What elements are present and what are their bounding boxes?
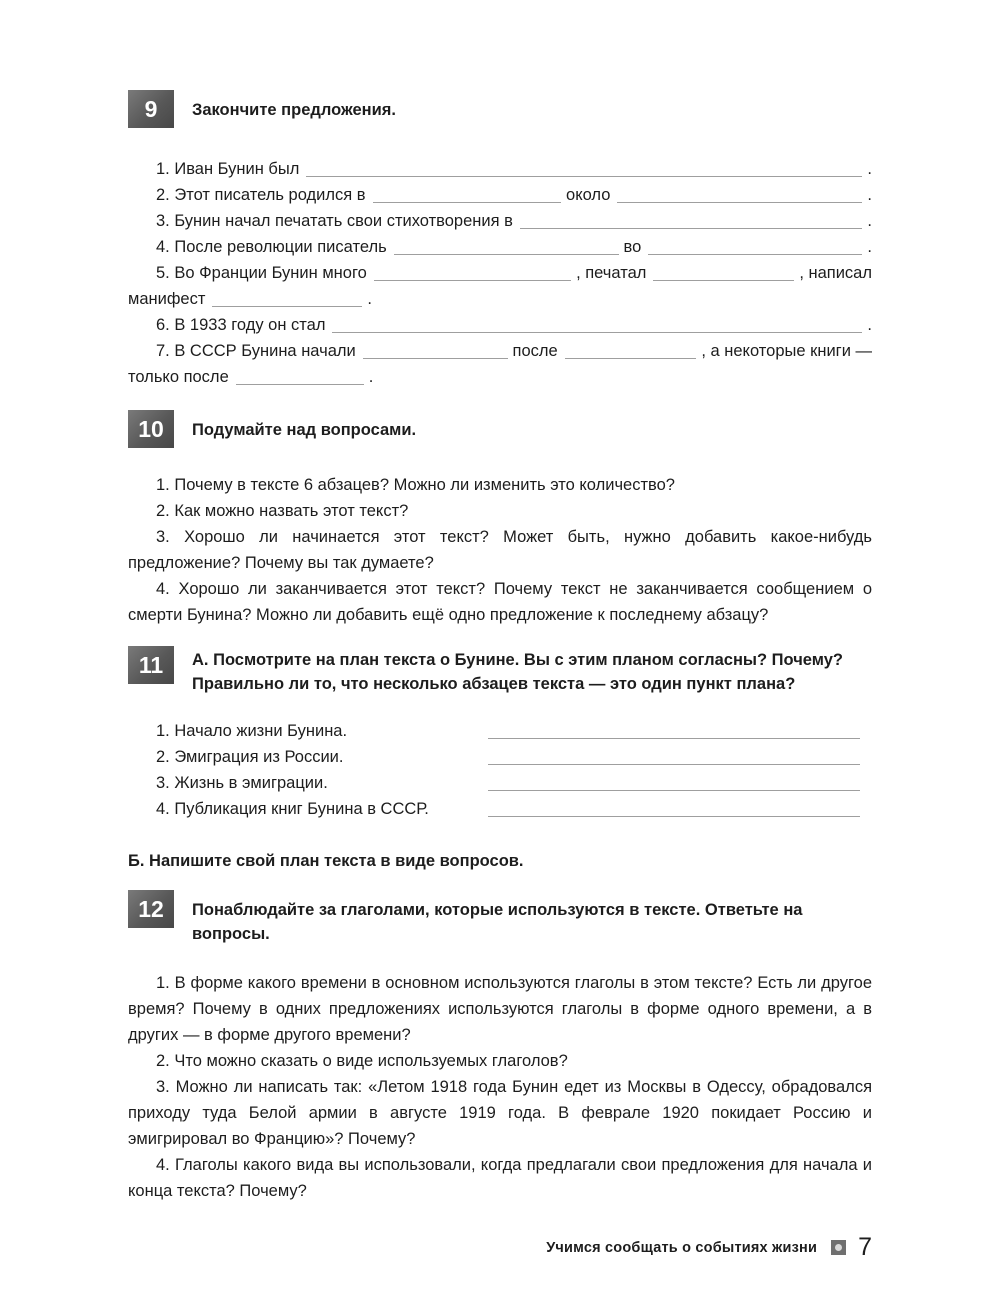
exercise-12-questions xyxy=(128,970,872,1204)
blank-line xyxy=(306,176,862,177)
fill-sentence-5-line-2 xyxy=(128,286,872,312)
blank-line xyxy=(653,280,794,281)
blank-line xyxy=(394,254,619,255)
blank-line xyxy=(648,254,862,255)
sentence-text: , печатал xyxy=(576,264,647,282)
blank-line xyxy=(373,202,561,203)
sentence-text: во xyxy=(623,238,642,256)
exercise-10-title: Подумайте над вопросами. xyxy=(192,421,417,439)
exercise-10-header xyxy=(128,410,872,448)
sentence-text: . xyxy=(867,238,872,256)
plan-answer-line xyxy=(488,790,860,791)
fill-sentence-5-line-1 xyxy=(128,260,872,286)
ornament-icon xyxy=(831,1240,846,1255)
exercise-9-title: Закончите предложения. xyxy=(192,101,396,119)
footer-title: Учимся сообщать о событиях жизни xyxy=(546,1239,818,1256)
plan-item-label: 2. Эмиграция из России. xyxy=(156,748,344,766)
sentence-text: , а некоторые книги — xyxy=(701,342,872,360)
question-paragraph: 4. Хорошо ли заканчивается этот текст? Почему текст не заканчивается сообщением о смерти Бунина? Можно ли добавить ещё одно предложение к последнему абзацу? xyxy=(128,580,872,624)
sentence-text: только после xyxy=(128,368,229,386)
sentence-text: 5. Во Франции Бунин много xyxy=(156,264,367,282)
question-paragraph: 3. Хорошо ли начинается этот текст? Может быть, нужно добавить какое-нибудь предложение? Почему вы так думаете? xyxy=(128,528,872,572)
blank-line xyxy=(374,280,571,281)
plan-answer-line xyxy=(488,816,860,817)
plan-item-label: 1. Начало жизни Бунина. xyxy=(156,722,348,740)
sentence-text: . xyxy=(867,316,872,334)
sentence-text: . xyxy=(867,212,872,230)
exercise-12-header xyxy=(128,890,872,946)
exercise-11-header xyxy=(128,646,872,696)
exercise-9-number-badge: 9 xyxy=(128,90,174,128)
sentence-text: 7. В СССР Бунина начали xyxy=(156,342,356,360)
sentence-text: , написал xyxy=(799,264,872,282)
question-paragraph: 2. Как можно назвать этот текст? xyxy=(156,502,409,520)
question-paragraph: 1. В форме какого времени в основном используются глаголы в этом тексте? Есть ли другое время? Почему в одних предложениях используются глаголы в форме одного времени, а в других — в форме другого времени? xyxy=(128,974,872,1044)
sentence-text: 1. Иван Бунин был xyxy=(156,160,300,178)
question-paragraph: 3. Можно ли написать так: «Летом 1918 года Бунин едет из Москвы в Одессу, обрадовался приходу туда Белой армии в августе 1919 года. В феврале 1920 покидает Россию и эмигрировал во Францию»? Почему? xyxy=(128,1078,872,1148)
blank-line xyxy=(236,384,364,385)
sentence-text: . xyxy=(867,160,872,178)
sentence-text: 2. Этот писатель родился в xyxy=(156,186,366,204)
exercise-9-header xyxy=(128,90,872,128)
sentence-text: 3. Бунин начал печатать свои стихотворения в xyxy=(156,212,513,230)
sentence-text: 4. После революции писатель xyxy=(156,238,387,256)
blank-line xyxy=(212,306,362,307)
blank-line xyxy=(617,202,862,203)
exercise-12-title: Понаблюдайте за глаголами, которые используются в тексте. Ответьте на вопросы. xyxy=(192,901,803,943)
fill-sentence-7-line-1 xyxy=(128,338,872,364)
plan-item-label: 4. Публикация книг Бунина в СССР. xyxy=(156,800,429,818)
plan-item xyxy=(128,770,872,796)
sentence-text: 6. В 1933 году он стал xyxy=(156,316,326,334)
fill-sentence-3 xyxy=(128,208,872,234)
fill-sentence-7-line-2 xyxy=(128,364,872,390)
sentence-text: манифест xyxy=(128,290,206,308)
exercise-9-sentences xyxy=(128,156,872,390)
exercise-12-number-badge: 12 xyxy=(128,890,174,928)
plan-item-label: 3. Жизнь в эмиграции. xyxy=(156,774,328,792)
fill-sentence-1 xyxy=(128,156,872,182)
sentence-text: . xyxy=(867,186,872,204)
exercise-11-plan-list xyxy=(128,718,872,822)
page-footer xyxy=(546,1233,872,1262)
fill-sentence-6 xyxy=(128,312,872,338)
blank-line xyxy=(520,228,863,229)
exercise-10-questions xyxy=(128,472,872,628)
exercise-11-title-b: Б. Напишите свой план текста в виде вопросов. xyxy=(128,852,524,870)
blank-line xyxy=(565,358,697,359)
plan-answer-line xyxy=(488,764,860,765)
question-paragraph: 2. Что можно сказать о виде используемых глаголов? xyxy=(156,1052,568,1070)
sentence-text: около xyxy=(566,186,611,204)
exercise-11-number-badge: 11 xyxy=(128,646,174,684)
fill-sentence-4 xyxy=(128,234,872,260)
question-paragraph: 4. Глаголы какого вида вы использовали, когда предлагали свои предложения для начала и конца текста? Почему? xyxy=(128,1156,872,1200)
exercise-11-title-a: А. Посмотрите на план текста о Бунине. Вы с этим планом согласны? Почему? Правильно ли то, что несколько абзацев текста — это один пункт плана? xyxy=(192,651,843,693)
plan-item xyxy=(128,796,872,822)
blank-line xyxy=(363,358,508,359)
plan-item xyxy=(128,744,872,770)
plan-answer-line xyxy=(488,738,860,739)
sentence-text: после xyxy=(512,342,558,360)
plan-item xyxy=(128,718,872,744)
sentence-text: . xyxy=(368,368,374,386)
exercise-10-number-badge: 10 xyxy=(128,410,174,448)
blank-line xyxy=(332,332,862,333)
fill-sentence-2 xyxy=(128,182,872,208)
page-number: 7 xyxy=(858,1233,872,1261)
sentence-text: . xyxy=(367,290,373,308)
question-paragraph: 1. Почему в тексте 6 абзацев? Можно ли изменить это количество? xyxy=(156,476,675,494)
